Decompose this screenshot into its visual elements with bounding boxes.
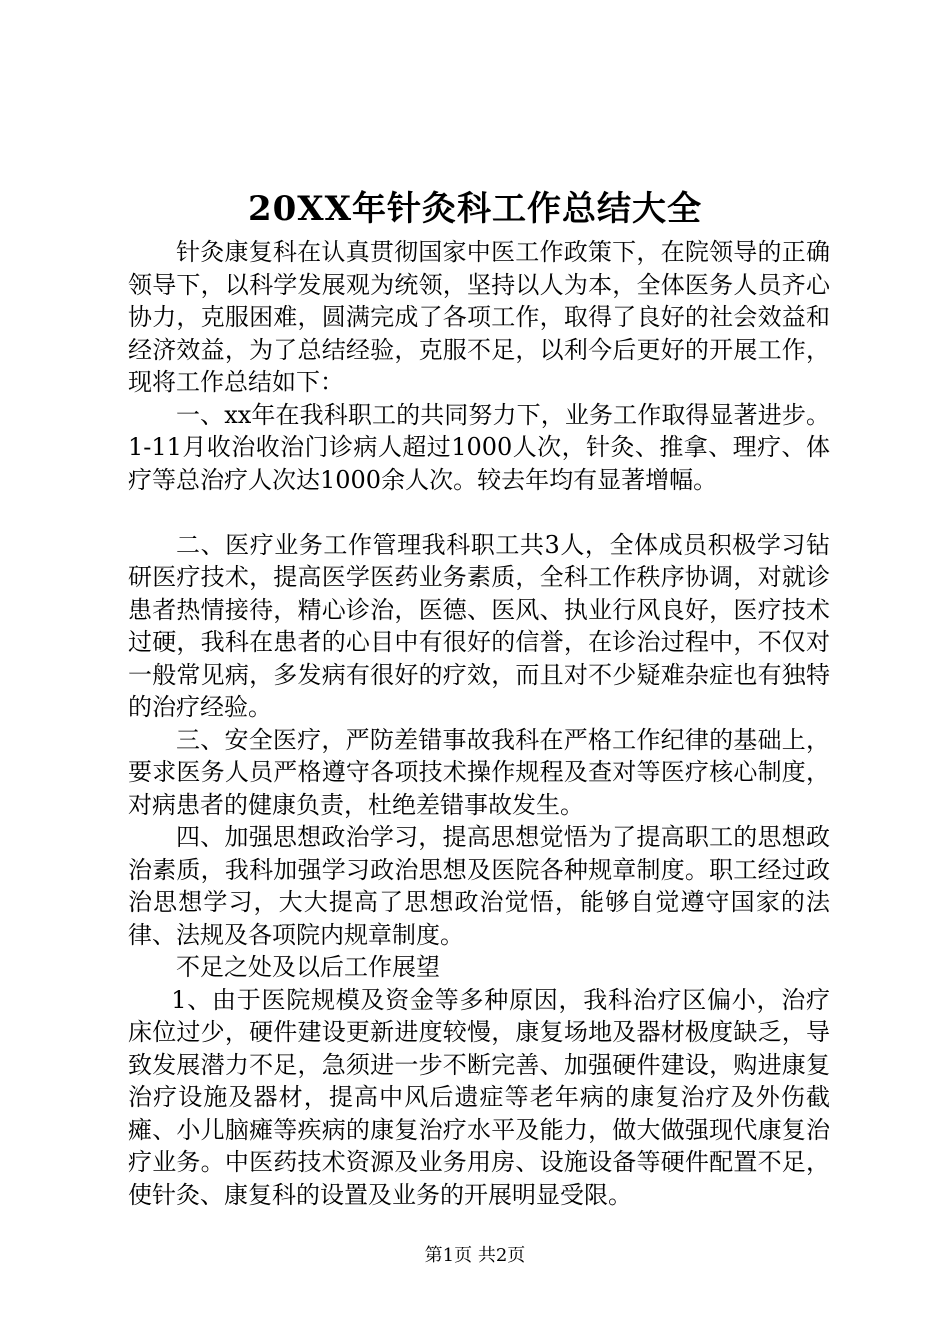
section-3-paragraph: 三、安全医疗，严防差错事故我科在严格工作纪律的基础上，要求医务人员严格遵守各项技术操作规程及查对等医疗核心制度，对病患者的健康负责，杜绝差错事故发生。	[128, 725, 830, 819]
document-title: 20XX年针灸科工作总结大全	[247, 189, 703, 229]
shortcomings-item-1: 1、由于医院规模及资金等多种原因，我科治疗区偏小，治疗床位过少，硬件建设更新进度较慢，康复场地及器材极度缺乏，导致发展潜力不足，急须进一步不断完善、加强硬件建设，购进康复治疗设施及器材，提高中风后遗症等老年病的康复治疗及外伤截瘫、小儿脑瘫等疾病的康复治疗水平及能力，做大做强现代康复治疗业务。中医药技术资源及业务用房、设施设备等硬件配置不足，使针灸、康复科的设置及业务的开展明显受限。	[128, 985, 830, 1209]
intro-paragraph: 针灸康复科在认真贯彻国家中医工作政策下，在院领导的正确领导下，以科学发展观为统领，坚持以人为本，全体医务人员齐心协力，克服困难，圆满完成了各项工作，取得了良好的社会效益和经济效益，为了总结经验，克服不足，以利今后更好的开展工作，现将工作总结如下：	[128, 238, 830, 396]
section-1-paragraph: 一、xx年在我科职工的共同努力下，业务工作取得显著进步。1-11月收治收治门诊病人超过1000人次，针灸、推拿、理疗、体疗等总治疗人次达1000余人次。较去年均有显著增幅。	[128, 400, 830, 494]
blank-line	[128, 496, 830, 529]
section-2-paragraph: 二、医疗业务工作管理我科职工共3人，全体成员积极学习钻研医疗技术，提高医学医药业务素质，全科工作秩序协调，对就诊患者热情接待，精心诊治，医德、医风、执业行风良好，医疗技术过硬，我科在患者的心目中有很好的信誉，在诊治过程中，不仅对一般常见病，多发病有很好的疗效，而且对不少疑难杂症也有独特的治疗经验。	[128, 530, 830, 721]
section-4-paragraph: 四、加强思想政治学习，提高思想觉悟为了提高职工的思想政治素质，我科加强学习政治思想及医院各种规章制度。职工经过政治思想学习，大大提高了思想政治觉悟，能够自觉遵守国家的法律、法规及各项院内规章制度。	[128, 823, 830, 949]
page-number-footer: 第1页 共2页	[424, 1245, 526, 1266]
document-body	[128, 236, 830, 1211]
shortcomings-heading: 不足之处及以后工作展望	[176, 953, 440, 981]
